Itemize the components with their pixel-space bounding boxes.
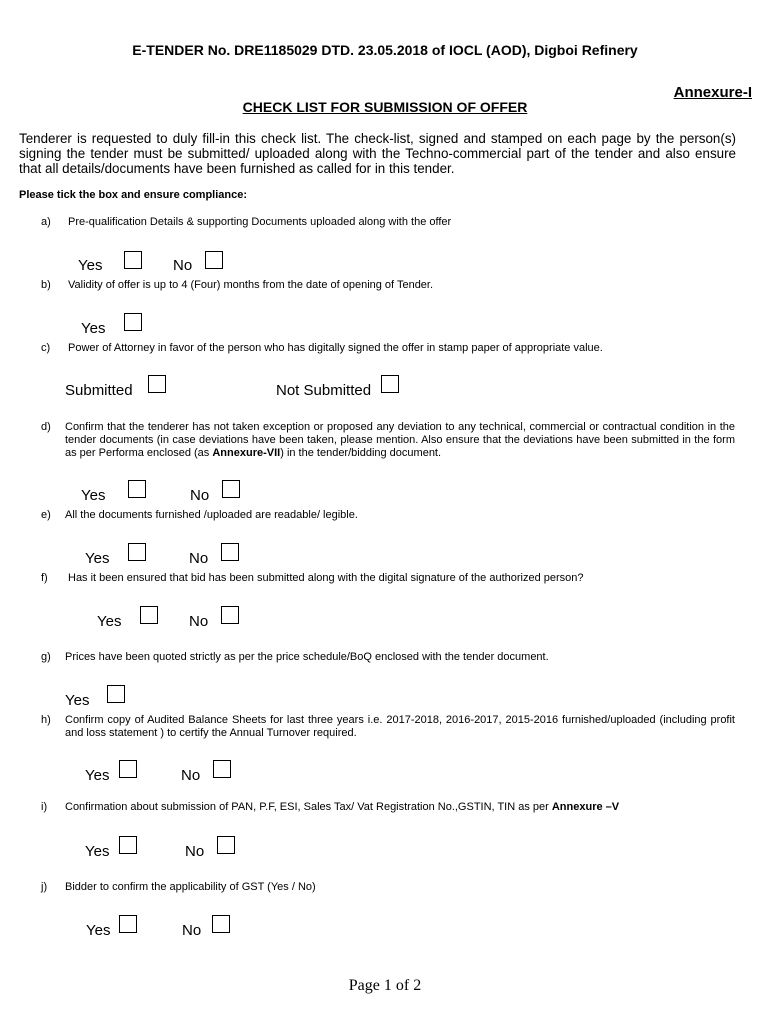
yes-label: Yes	[85, 550, 110, 567]
no-label: No	[189, 613, 209, 630]
item-question: Pre-qualification Details & supporting Documents uploaded along with the offer	[68, 216, 452, 228]
not-submitted-label: Not Submitted	[276, 382, 372, 399]
yes-checkbox[interactable]	[119, 760, 137, 778]
yes-label: Yes	[97, 613, 122, 630]
item-letter: f)	[41, 572, 48, 584]
yes-checkbox[interactable]	[107, 685, 125, 703]
item-question: Has it been ensured that bid has been submitted along with the digital signature of the authorized person?	[68, 572, 584, 584]
checklist-title: CHECK LIST FOR SUBMISSION OF OFFER	[242, 99, 528, 115]
item-question: Prices have been quoted strictly as per the price schedule/BoQ enclosed with the tender document.	[65, 651, 549, 663]
no-checkbox[interactable]	[205, 251, 223, 269]
item-letter: g)	[41, 651, 51, 663]
submitted-label: Submitted	[65, 382, 133, 399]
item-question: Power of Attorney in favor of the person who has digitally signed the offer in stamp paper of appropriate value.	[68, 342, 603, 354]
item-letter: c)	[41, 342, 51, 354]
no-label: No	[182, 922, 202, 939]
yes-label: Yes	[85, 843, 110, 860]
item-letter: j)	[41, 881, 48, 893]
yes-checkbox[interactable]	[119, 836, 137, 854]
no-label: No	[181, 767, 201, 784]
yes-label: Yes	[65, 692, 90, 709]
yes-label: Yes	[81, 320, 106, 337]
yes-label: Yes	[81, 487, 106, 504]
tender-title: E-TENDER No. DRE1185029 DTD. 23.05.2018 of IOCL (AOD), Digboi Refinery	[132, 42, 638, 58]
no-checkbox[interactable]	[222, 480, 240, 498]
item-question: Confirmation about submission of PAN, P.F, ESI, Sales Tax/ Vat Registration No.,GSTIN, TIN as per Annexure –V	[65, 801, 620, 813]
item-question: Validity of offer is up to 4 (Four) months from the date of opening of Tender.	[68, 279, 434, 291]
yes-checkbox[interactable]	[124, 313, 142, 331]
intro-paragraph: Tenderer is requested to duly fill-in this check list. The check-list, signed and stamped on each page by the person(s) signing the tender must be submitted/ uploaded along with the Techno-commercial part of the tender and also ensure that all details/documents have been furnished as called for in this tender.	[19, 131, 736, 176]
yes-checkbox[interactable]	[124, 251, 142, 269]
no-checkbox[interactable]	[213, 760, 231, 778]
item-letter: h)	[41, 714, 51, 726]
submitted-checkbox[interactable]	[148, 375, 166, 393]
no-checkbox[interactable]	[221, 543, 239, 561]
item-letter: a)	[41, 216, 51, 228]
item-letter: i)	[41, 801, 48, 813]
no-checkbox[interactable]	[221, 606, 239, 624]
yes-label: Yes	[78, 257, 103, 274]
item-question: Confirm copy of Audited Balance Sheets for last three years i.e. 2017-2018, 2016-2017, 2015-2016 furnished/uploaded (including profit and loss statement ) to certify the Annual Turnover required.	[65, 714, 735, 739]
yes-label: Yes	[85, 767, 110, 784]
no-label: No	[173, 257, 193, 274]
instruction-text: Please tick the box and ensure compliance:	[19, 189, 248, 201]
yes-checkbox[interactable]	[128, 480, 146, 498]
no-label: No	[190, 487, 210, 504]
no-label: No	[189, 550, 209, 567]
annexure-label: Annexure-I	[673, 84, 752, 101]
yes-checkbox[interactable]	[119, 915, 137, 933]
not-submitted-checkbox[interactable]	[381, 375, 399, 393]
item-letter: e)	[41, 509, 51, 521]
yes-checkbox[interactable]	[128, 543, 146, 561]
no-checkbox[interactable]	[217, 836, 235, 854]
item-question: Bidder to confirm the applicability of GST (Yes / No)	[65, 881, 316, 893]
item-question: All the documents furnished /uploaded are readable/ legible.	[65, 509, 358, 521]
yes-checkbox[interactable]	[140, 606, 158, 624]
page-number: Page 1 of 2	[348, 977, 422, 994]
yes-label: Yes	[86, 922, 111, 939]
no-checkbox[interactable]	[212, 915, 230, 933]
item-letter: d)	[41, 421, 51, 433]
item-question: Confirm that the tenderer has not taken exception or proposed any deviation to any technical, commercial or contractual condition in the tender documents (in case deviations have been taken, please mention. Also ensure that the deviations have been submitted in the form as per Performa enclosed (as Annexure-VII) in the tender/bidding document.	[65, 421, 735, 459]
item-letter: b)	[41, 279, 51, 291]
no-label: No	[185, 843, 205, 860]
